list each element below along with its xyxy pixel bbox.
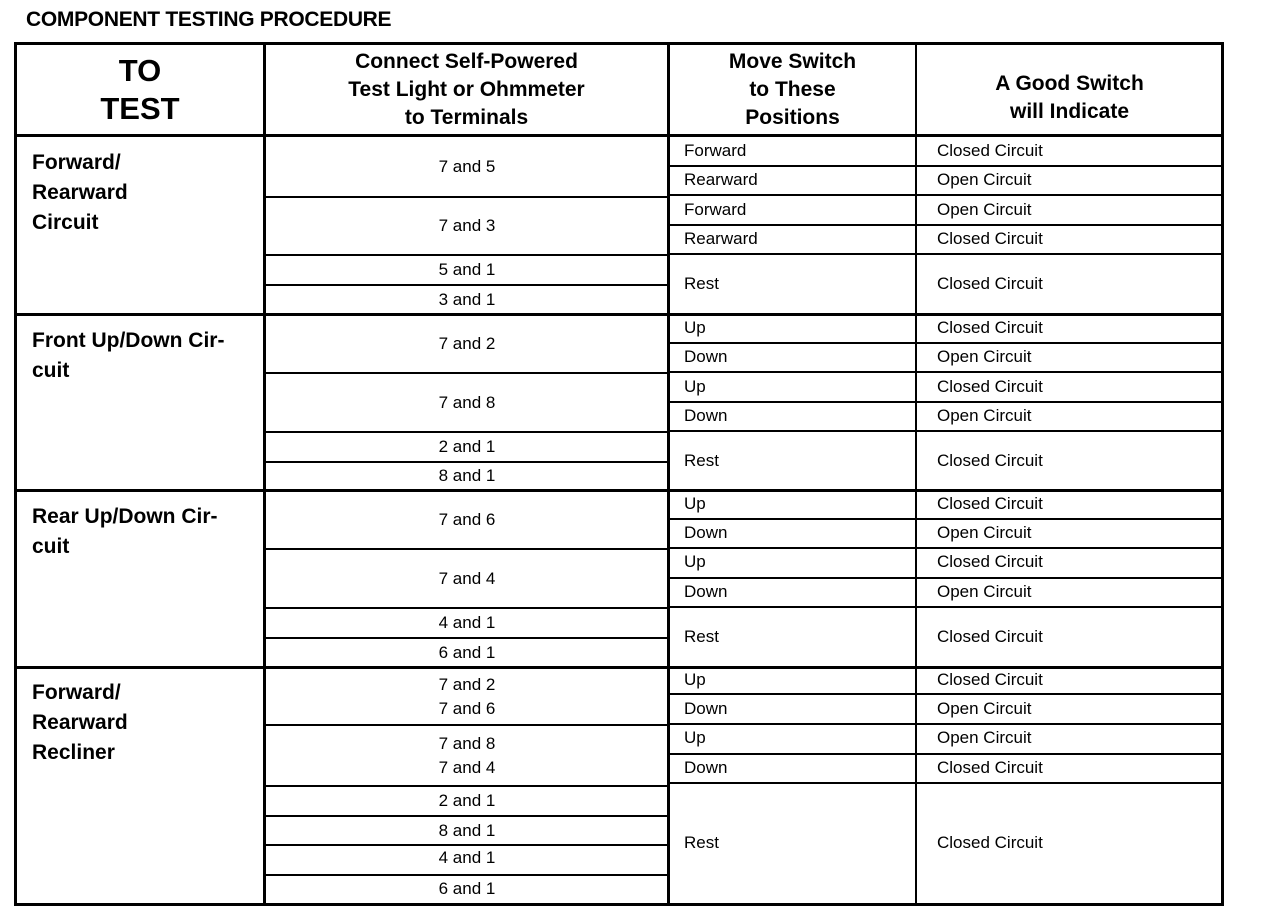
terminal-pair: 2 and 1 (438, 437, 496, 456)
terminal-pair: 7 and 8 (438, 733, 496, 753)
position-cell: Rearward (684, 170, 758, 189)
position-cell: Up (684, 318, 706, 337)
indication-cell: Closed Circuit (937, 377, 1043, 396)
terminal-cell (266, 845, 668, 871)
indication-cell: Closed Circuit (937, 318, 1043, 337)
position-cell: Rearward (684, 229, 758, 248)
terminal-pair: 4 and 1 (438, 848, 496, 867)
terminal-cell (266, 256, 668, 284)
column-divider (915, 42, 917, 906)
position-cell: Forward (684, 200, 747, 219)
position-cell: Rest (684, 450, 719, 470)
indication-cell: Closed Circuit (937, 450, 1043, 470)
terminal-pair: 7 and 2 (438, 334, 496, 353)
terminal-cell (266, 609, 668, 637)
page-title: COMPONENT TESTING PROCEDURE (26, 8, 392, 31)
terminal-cell (266, 876, 668, 902)
terminal-cell (266, 286, 668, 313)
position-cell: Down (684, 406, 728, 425)
indication-cell: Closed Circuit (937, 229, 1043, 248)
indication-cell: Open Circuit (937, 406, 1032, 425)
indication-cell: Closed Circuit (937, 669, 1043, 689)
indication-cell: Open Circuit (937, 582, 1032, 601)
terminal-pair: 3 and 1 (438, 289, 496, 309)
terminal-cell (266, 433, 668, 461)
terminal-pair: 7 and 3 (438, 216, 496, 235)
terminal-pair: 7 and 6 (438, 698, 496, 718)
terminal-cell (266, 198, 668, 254)
section-label-forward-rearward-circuit: Forward/ Rearward Circuit (32, 151, 128, 234)
terminal-pair: 8 and 1 (438, 820, 496, 840)
terminal-cell (266, 492, 668, 548)
indication-cell: Open Circuit (937, 170, 1032, 189)
position-cell: Forward (684, 141, 747, 160)
terminal-cell (266, 669, 668, 724)
terminal-pair: 5 and 1 (438, 260, 496, 279)
position-cell: Up (684, 552, 706, 571)
position-cell: Up (684, 377, 706, 396)
indication-cell: Closed Circuit (937, 552, 1043, 571)
indication-cell: Closed Circuit (937, 494, 1043, 513)
terminal-cell (266, 374, 668, 431)
indication-cell: Open Circuit (937, 347, 1032, 366)
position-cell: Rest (684, 833, 719, 852)
indication-cell: Open Circuit (937, 728, 1032, 747)
position-cell: Down (684, 523, 728, 542)
indication-cell: Open Circuit (937, 699, 1032, 718)
terminal-pair: 4 and 1 (438, 613, 496, 632)
terminal-pair: 7 and 6 (438, 510, 496, 529)
position-cell: Up (684, 728, 706, 747)
terminal-pair: 7 and 8 (438, 392, 496, 412)
terminal-cell (266, 787, 668, 815)
indication-cell: Closed Circuit (937, 833, 1043, 852)
terminal-cell (266, 137, 668, 196)
indication-cell: Open Circuit (937, 523, 1032, 542)
terminal-pair: 2 and 1 (438, 791, 496, 810)
position-cell: Up (684, 494, 706, 513)
indication-cell: Closed Circuit (937, 274, 1043, 293)
header-switch-positions: Move Switch to These Positions (728, 50, 857, 129)
position-cell: Down (684, 582, 728, 601)
header-connect-terminals: Connect Self-Powered Test Light or Ohmmeter to Terminals (348, 50, 585, 129)
section-label-rear-up-down-circuit: Rear Up/Down Cir- cuit (32, 505, 218, 558)
position-cell: Up (684, 669, 706, 689)
terminal-pair: 7 and 4 (438, 568, 496, 588)
indication-cell: Closed Circuit (937, 758, 1043, 777)
position-cell: Rest (684, 627, 719, 646)
indication-cell: Closed Circuit (937, 627, 1043, 646)
terminal-cell (266, 550, 668, 607)
indication-cell: Open Circuit (937, 200, 1032, 219)
header-good-switch: A Good Switch will Indicate (995, 72, 1144, 123)
section-label-recliner: Forward/ Rearward Recliner (32, 681, 128, 764)
terminal-pair: 7 and 4 (438, 757, 496, 777)
terminal-pair: 6 and 1 (438, 642, 496, 662)
terminal-pair: 7 and 5 (438, 156, 496, 176)
position-cell: Rest (684, 274, 719, 293)
terminal-cell (266, 639, 668, 666)
terminal-cell (266, 817, 668, 844)
terminal-cell (266, 463, 668, 489)
indication-cell: Closed Circuit (937, 141, 1043, 160)
position-cell: Down (684, 347, 728, 366)
position-cell: Down (684, 758, 728, 777)
position-cell: Down (684, 699, 728, 718)
terminal-cell (266, 316, 668, 372)
section-label-front-up-down-circuit: Front Up/Down Cir- cuit (32, 329, 225, 382)
terminal-pair: 8 and 1 (438, 466, 496, 485)
terminal-cell (266, 726, 668, 785)
header-to-test: TO TEST (100, 53, 180, 126)
terminal-pair: 6 and 1 (438, 879, 496, 898)
terminal-pair: 7 and 2 (438, 674, 496, 694)
